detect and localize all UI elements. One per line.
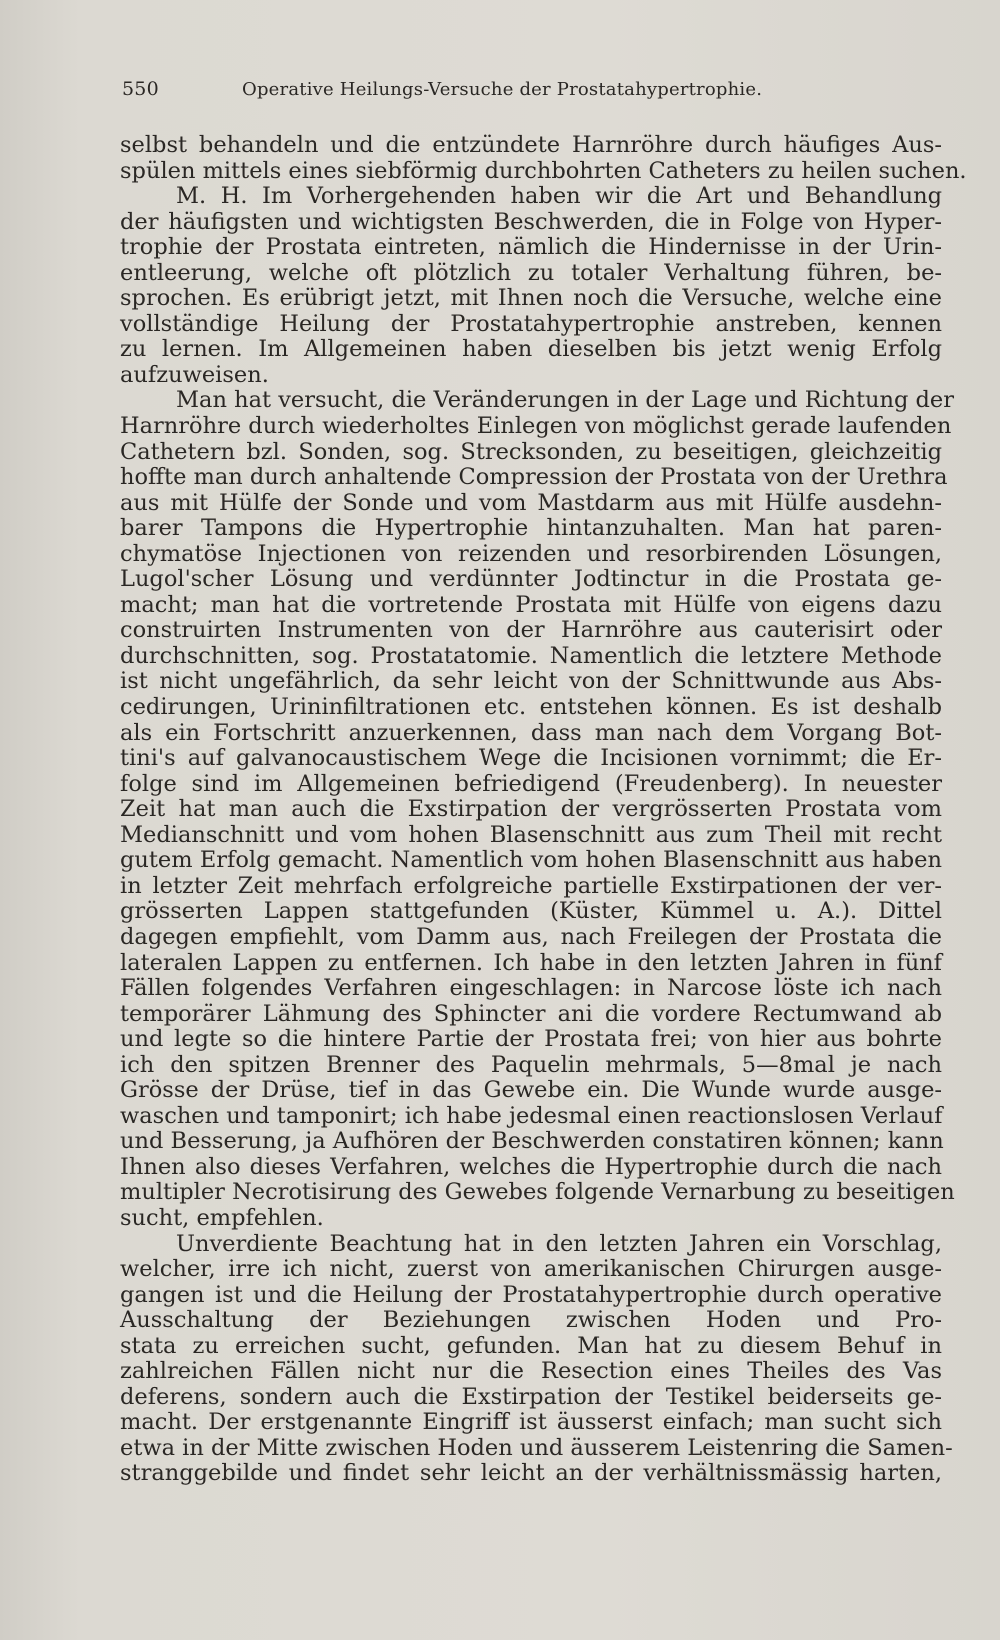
text-line: tini's auf galvanocaustischem Wege die Incisionen vornimmt; die Er- xyxy=(120,745,942,772)
text-line: gutem Erfolg gemacht. Namentlich vom hohen Blasenschnitt aus haben xyxy=(120,847,942,874)
text-line: ich den spitzen Brenner des Paquelin mehrmals, 5—8mal je nach xyxy=(120,1051,942,1078)
text-line: lateralen Lappen zu entfernen. Ich habe in den letzten Jahren in fünf xyxy=(120,949,942,976)
text-line: Lugol'scher Lösung und verdünnter Jodtinctur in die Prostata ge- xyxy=(120,566,942,593)
text-line: chymatöse Injectionen von reizenden und resorbirenden Lösungen, xyxy=(120,540,942,567)
text-line: stata zu erreichen sucht, gefunden. Man hat zu diesem Behuf in xyxy=(120,1332,942,1359)
text-line: temporärer Lähmung des Sphincter ani die vordere Rectumwand ab xyxy=(120,1000,942,1027)
text-line: aufzuweisen. xyxy=(120,361,269,388)
text-line: entleerung, welche oft plötzlich zu totaler Verhaltung führen, be- xyxy=(120,259,942,286)
text-line: Ihnen also dieses Verfahren, welches die Hypertrophie durch die nach xyxy=(120,1153,942,1180)
page-header xyxy=(122,78,952,100)
text-line: der häufigsten und wichtigsten Beschwerden, die in Folge von Hyper- xyxy=(120,208,942,235)
text-line: zu lernen. Im Allgemeinen haben dieselben bis jetzt wenig Erfolg xyxy=(120,336,942,363)
text-line: deferens, sondern auch die Exstirpation der Testikel beiderseits ge- xyxy=(120,1383,942,1410)
text-line: durchschnitten, sog. Prostatatomie. Namentlich die letztere Methode xyxy=(120,642,942,669)
text-line: Fällen folgendes Verfahren eingeschlagen: in Narcose löste ich nach xyxy=(120,975,942,1002)
text-line: etwa in der Mitte zwischen Hoden und äusserem Leistenring die Samen- xyxy=(120,1434,953,1461)
text-line: dagegen empfiehlt, vom Damm aus, nach Freilegen der Prostata die xyxy=(120,923,942,950)
text-line: multipler Necrotisirung des Gewebes folgende Vernarbung zu beseitigen xyxy=(120,1179,955,1206)
text-line: sucht, empfehlen. xyxy=(120,1204,324,1231)
text-line: selbst behandeln und die entzündete Harnröhre durch häufiges Aus- xyxy=(120,132,942,158)
text-line: waschen und tamponirt; ich habe jedesmal einen reactionslosen Verlauf xyxy=(120,1102,943,1129)
text-line: sprochen. Es erübrigt jetzt, mit Ihnen noch die Versuche, welche eine xyxy=(120,285,942,312)
text-line: aus mit Hülfe der Sonde und vom Mastdarm aus mit Hülfe ausdehn- xyxy=(120,489,942,516)
text-line: Ausschaltung der Beziehungen zwischen Hoden und Pro- xyxy=(120,1307,942,1334)
text-line: ist nicht ungefährlich, da sehr leicht von der Schnittwunde aus Abs- xyxy=(120,668,942,695)
text-line: und Besserung, ja Aufhören der Beschwerden constatiren können; kann xyxy=(120,1128,944,1155)
text-line: welcher, irre ich nicht, zuerst von amerikanischen Chirurgen ausge- xyxy=(120,1256,942,1283)
text-line: grösserten Lappen stattgefunden (Küster, Kümmel u. A.). Dittel xyxy=(120,898,942,925)
text-line: spülen mittels eines siebförmig durchbohrten Catheters zu heilen suchen. xyxy=(120,157,967,184)
text-line: macht. Der erstgenannte Eingriff ist äusserst einfach; man sucht sich xyxy=(120,1409,942,1436)
text-line: Medianschnitt und vom hohen Blasenschnitt aus zum Theil mit recht xyxy=(120,821,942,848)
text-line: hoffte man durch anhaltende Compression der Prostata von der Urethra xyxy=(120,464,948,491)
text-line: als ein Fortschritt anzuerkennen, dass man nach dem Vorgang Bot- xyxy=(120,719,942,746)
text-line: folge sind im Allgemeinen befriedigend (Freudenberg). In neuester xyxy=(120,770,942,797)
text-line: und legte so die hintere Partie der Prostata frei; von hier aus bohrte xyxy=(120,1026,942,1053)
text-line: Zeit hat man auch die Exstirpation der vergrösserten Prostata vom xyxy=(120,796,942,823)
text-line: Grösse der Drüse, tief in das Gewebe ein. Die Wunde wurde ausge- xyxy=(120,1077,942,1104)
text-line: stranggebilde und findet sehr leicht an der verhältnissmässig harten, xyxy=(120,1460,942,1487)
text-line: macht; man hat die vortretende Prostata mit Hülfe von eigens dazu xyxy=(120,591,942,618)
text-line: Man hat versucht, die Veränderungen in der Lage und Richtung der xyxy=(176,387,955,414)
body-text xyxy=(120,132,967,1487)
text-line: M. H. Im Vorhergehenden haben wir die Art und Behandlung xyxy=(176,183,942,210)
text-line: Unverdiente Beachtung hat in den letzten Jahren ein Vorschlag, xyxy=(176,1230,942,1257)
text-line: trophie der Prostata eintreten, nämlich die Hindernisse in der Urin- xyxy=(120,234,942,261)
text-line: zahlreichen Fällen nicht nur die Resection eines Theiles des Vas xyxy=(120,1358,942,1385)
text-line: cedirungen, Urininfiltrationen etc. entstehen können. Es ist deshalb xyxy=(120,694,942,721)
text-line: gangen ist und die Heilung der Prostatahypertrophie durch operative xyxy=(120,1281,942,1308)
running-title: Operative Heilungs-Versuche der Prostatahypertrophie. xyxy=(242,79,763,100)
text-line: vollständige Heilung der Prostatahypertrophie anstreben, kennen xyxy=(120,310,942,337)
text-line: Harnröhre durch wiederholtes Einlegen von möglichst gerade laufenden xyxy=(120,413,952,440)
text-line: construirten Instrumenten von der Harnröhre aus cauterisirt oder xyxy=(120,617,942,644)
page-number: 550 xyxy=(122,78,159,100)
text-line: Cathetern bzl. Sonden, sog. Strecksonden, zu beseitigen, gleichzeitig xyxy=(120,438,942,465)
text-line: barer Tampons die Hypertrophie hintanzuhalten. Man hat paren- xyxy=(120,515,942,542)
text-line: in letzter Zeit mehrfach erfolgreiche partielle Exstirpationen der ver- xyxy=(120,872,942,899)
